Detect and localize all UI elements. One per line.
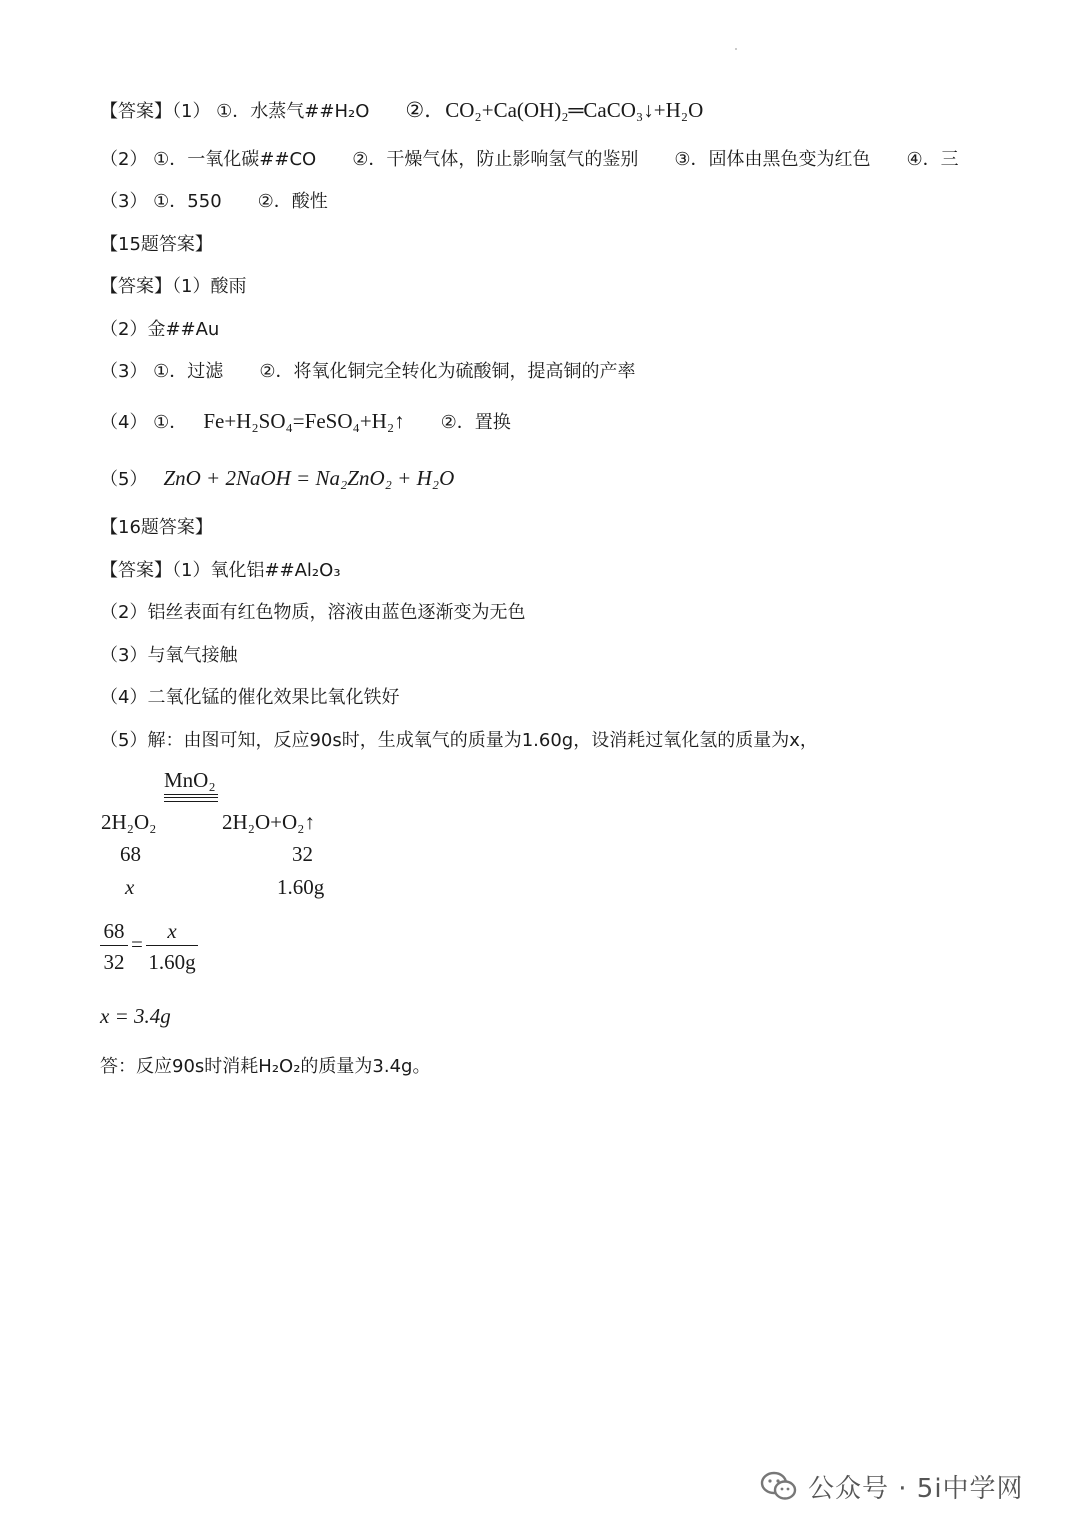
q15-line-5 bbox=[100, 466, 454, 492]
q16-final-answer: 答：反应90s时消耗H₂O₂的质量为3.4g。 bbox=[100, 1056, 431, 1077]
frac-right-bar bbox=[146, 945, 198, 946]
q15-line-3 bbox=[100, 360, 635, 384]
q15-l3-part-b: ②．将氧化铜完全转化为硫酸铜，提高铜的产率 bbox=[259, 361, 636, 382]
q15-l5-part-a: （5） bbox=[100, 469, 148, 490]
product-molar-mass: 32 bbox=[292, 842, 313, 866]
q16-line-4: （4）二氧化锰的催化效果比氧化铁好 bbox=[100, 687, 400, 708]
q14-line-2 bbox=[100, 148, 959, 172]
catalyst-label: MnO₂ bbox=[164, 768, 216, 792]
reactant-molar-mass: 68 bbox=[120, 842, 141, 866]
q15-l4-equation: Fe+H₂SO₄=FeSO₄+H₂↑ bbox=[203, 409, 405, 433]
q16-line-5: （5）解：由图可知，反应90s时，生成氧气的质量为1.60g，设消耗过氧化氢的质量为x， bbox=[100, 730, 818, 751]
frac-right-denominator: 1.60g bbox=[148, 950, 196, 974]
q14-line-1 bbox=[100, 98, 703, 124]
q15-line-4 bbox=[100, 409, 511, 435]
frac-left-denominator: 32 bbox=[103, 950, 125, 974]
q16-heading: 【16题答案】 bbox=[100, 517, 213, 538]
watermark bbox=[760, 1466, 1024, 1506]
scan-speck bbox=[735, 48, 737, 50]
q15-l4-part-b: ②．置换 bbox=[440, 412, 511, 433]
q14-l2-part-d: ④．三 bbox=[906, 149, 959, 170]
reaction-condition-bar bbox=[164, 794, 218, 802]
watermark-text: 公众号 · 5i中学网 bbox=[808, 1473, 1024, 1504]
q14-l2-part-c: ③．固体由黑色变为红色 bbox=[674, 149, 871, 170]
frac-equals: = bbox=[131, 932, 143, 956]
q15-l4-part-a: （4） ①． bbox=[100, 412, 188, 433]
product-formula: 2H₂O+O₂↑ bbox=[222, 810, 315, 834]
q14-line-3 bbox=[100, 190, 328, 214]
q16-line-3: （3）与氧气接触 bbox=[100, 645, 238, 666]
frac-left-numerator: 68 bbox=[103, 919, 125, 943]
q16-line-1: 【答案】（1）氧化铝##Al₂O₃ bbox=[100, 560, 341, 581]
q14-l3-part-a: （3） ①．550 bbox=[100, 191, 222, 212]
unknown-mass: x bbox=[125, 875, 135, 899]
q15-line-1: 【答案】（1）酸雨 bbox=[100, 276, 247, 297]
q14-l3-part-b: ②．酸性 bbox=[257, 191, 328, 212]
known-mass: 1.60g bbox=[277, 875, 325, 899]
q15-l5-equation: ZnO + 2NaOH = Na₂ZnO₂ + H₂O bbox=[163, 466, 455, 490]
q14-l1-part-a: 【答案】（1） ①．水蒸气##H₂O bbox=[100, 101, 370, 122]
frac-left-bar bbox=[100, 945, 128, 946]
q16-line-2: （2）铝丝表面有红色物质，溶液由蓝色逐渐变为无色 bbox=[100, 602, 526, 623]
q15-heading: 【15题答案】 bbox=[100, 234, 213, 255]
wechat-icon bbox=[760, 1470, 798, 1502]
q14-l2-part-b: ②．干燥气体，防止影响氢气的鉴别 bbox=[352, 149, 639, 170]
q14-l2-part-a: （2） ①．一氧化碳##CO bbox=[100, 149, 317, 170]
reactant-formula: 2H₂O₂ bbox=[101, 810, 157, 834]
q15-line-2: （2）金##Au bbox=[100, 319, 220, 340]
frac-right-numerator: x bbox=[167, 919, 177, 943]
q15-l3-part-a: （3） ①．过滤 bbox=[100, 361, 224, 382]
calc-result: x = 3.4g bbox=[100, 1004, 171, 1028]
q14-l1-equation: ②．CO₂+Ca(OH)₂═CaCO₃↓+H₂O bbox=[405, 98, 704, 122]
